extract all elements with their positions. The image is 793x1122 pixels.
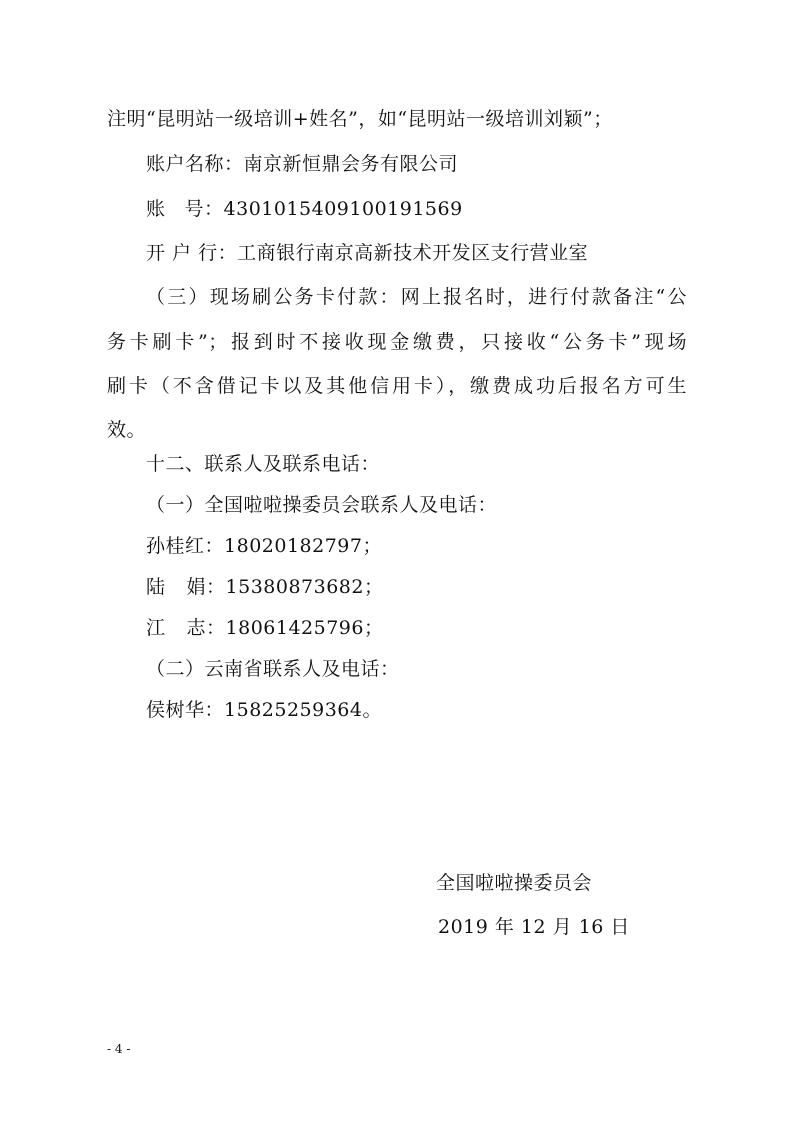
contact-name: 江志 bbox=[146, 617, 206, 639]
onsite-payment-line-4 bbox=[107, 418, 146, 442]
account-name-value: 南京新恒鼎会务有限公司 bbox=[243, 153, 459, 175]
onsite-payment-line-3 bbox=[107, 374, 687, 398]
yunnan-contacts-title: （二）云南省联系人及电话： bbox=[146, 658, 400, 680]
account-number-label: 账号 bbox=[146, 198, 204, 220]
onsite-payment-text-1: （三）现场刷公务卡付款：网上报名时，进行付款备注“公 bbox=[146, 286, 687, 308]
payment-note-line bbox=[107, 107, 613, 131]
page-number: - 4 - bbox=[107, 1042, 131, 1056]
contact-phone: 15380873682； bbox=[225, 576, 384, 598]
onsite-payment-text-2: 务卡刷卡”；报到时不接收现金缴费，只接收“公务卡”现场 bbox=[107, 331, 687, 353]
onsite-payment-line-2 bbox=[107, 330, 687, 354]
signature-org-text: 全国啦啦操委员会 bbox=[436, 872, 593, 894]
contact-name: 陆娟 bbox=[146, 576, 206, 598]
bank-label: 开 户 行： bbox=[146, 242, 238, 264]
signature-date bbox=[438, 915, 630, 939]
contact-colon: ： bbox=[206, 576, 226, 598]
onsite-payment-text-3: 刷卡（不含借记卡以及其他信用卡），缴费成功后报名方可生 bbox=[107, 375, 687, 397]
contact-line-4 bbox=[146, 698, 382, 722]
contact-line-1 bbox=[146, 534, 382, 558]
contact-name: 侯树华： bbox=[146, 699, 225, 721]
national-contacts-title: （一）全国啦啦操委员会联系人及电话： bbox=[146, 494, 498, 516]
bank-line bbox=[146, 241, 588, 265]
account-number-value: 4301015409100191569 bbox=[223, 198, 463, 220]
onsite-payment-line-1 bbox=[146, 285, 687, 309]
account-name-line bbox=[146, 152, 458, 176]
bank-value: 工商银行南京高新技术开发区支行营业室 bbox=[237, 242, 589, 264]
contact-name: 孙桂红： bbox=[146, 535, 225, 557]
contact-line-2 bbox=[146, 575, 384, 599]
payment-note-text: 注明“昆明站一级培训+姓名”，如“昆明站一级培训刘颖”； bbox=[107, 108, 613, 130]
signature-organization bbox=[436, 871, 592, 895]
contact-line-3 bbox=[146, 616, 384, 640]
section-12-heading bbox=[146, 452, 380, 476]
national-contacts-heading bbox=[146, 493, 497, 517]
contact-phone: 15825259364。 bbox=[224, 699, 382, 721]
account-number-line bbox=[146, 197, 463, 221]
section-12-title: 十二、联系人及联系电话： bbox=[146, 453, 381, 475]
signature-date-text: 2019 年 12 月 16 日 bbox=[438, 916, 630, 938]
onsite-payment-text-4: 效。 bbox=[107, 419, 147, 441]
contact-phone: 18061425796； bbox=[225, 617, 384, 639]
contact-colon: ： bbox=[206, 617, 226, 639]
contact-phone: 18020182797； bbox=[224, 535, 382, 557]
account-number-colon: ： bbox=[204, 198, 224, 220]
account-name-label: 账户名称： bbox=[146, 153, 244, 175]
yunnan-contacts-heading bbox=[146, 657, 400, 681]
